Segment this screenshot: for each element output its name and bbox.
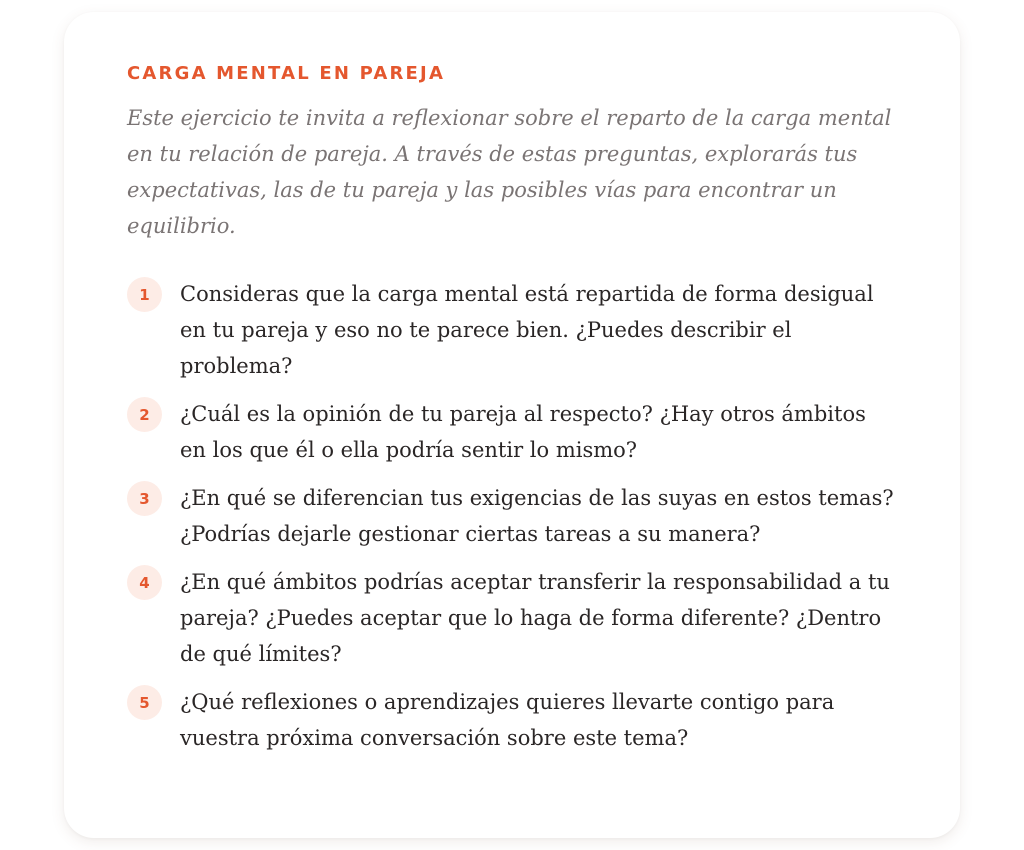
question-number-badge: 1 xyxy=(127,277,162,312)
question-text: ¿Cuál es la opinión de tu pareja al respecto? ¿Hay otros ámbitos en los que él o ella podría sentir lo mismo? xyxy=(180,402,866,462)
question-item xyxy=(127,282,898,384)
question-text: ¿En qué ámbitos podrías aceptar transferir la responsabilidad a tu pareja? ¿Puedes aceptar que lo haga de forma diferente? ¿Dentro de qué límites? xyxy=(180,570,890,666)
question-item xyxy=(127,402,898,468)
question-number-badge: 5 xyxy=(127,685,162,720)
question-number-badge: 2 xyxy=(127,397,162,432)
question-text: Consideras que la carga mental está repartida de forma desigual en tu pareja y eso no te parece bien. ¿Puedes describir el problema? xyxy=(180,282,874,378)
question-item xyxy=(127,570,898,672)
question-item xyxy=(127,690,898,756)
question-number-badge: 4 xyxy=(127,565,162,600)
exercise-intro: Este ejercicio te invita a reflexionar sobre el reparto de la carga mental en tu relación de pareja. A través de estas preguntas, explorarás tus expectativas, las de tu pareja y las posibles vías para encontrar un equilibrio. xyxy=(127,106,892,238)
exercise-card xyxy=(64,12,960,838)
exercise-title: CARGA MENTAL EN PAREJA xyxy=(127,63,446,84)
question-list xyxy=(127,282,898,756)
question-text: ¿Qué reflexiones o aprendizajes quieres llevarte contigo para vuestra próxima conversación sobre este tema? xyxy=(180,690,835,750)
question-item xyxy=(127,486,898,552)
question-number-badge: 3 xyxy=(127,481,162,516)
question-text: ¿En qué se diferencian tus exigencias de las suyas en estos temas? ¿Podrías dejarle gestionar ciertas tareas a su manera? xyxy=(180,486,894,546)
